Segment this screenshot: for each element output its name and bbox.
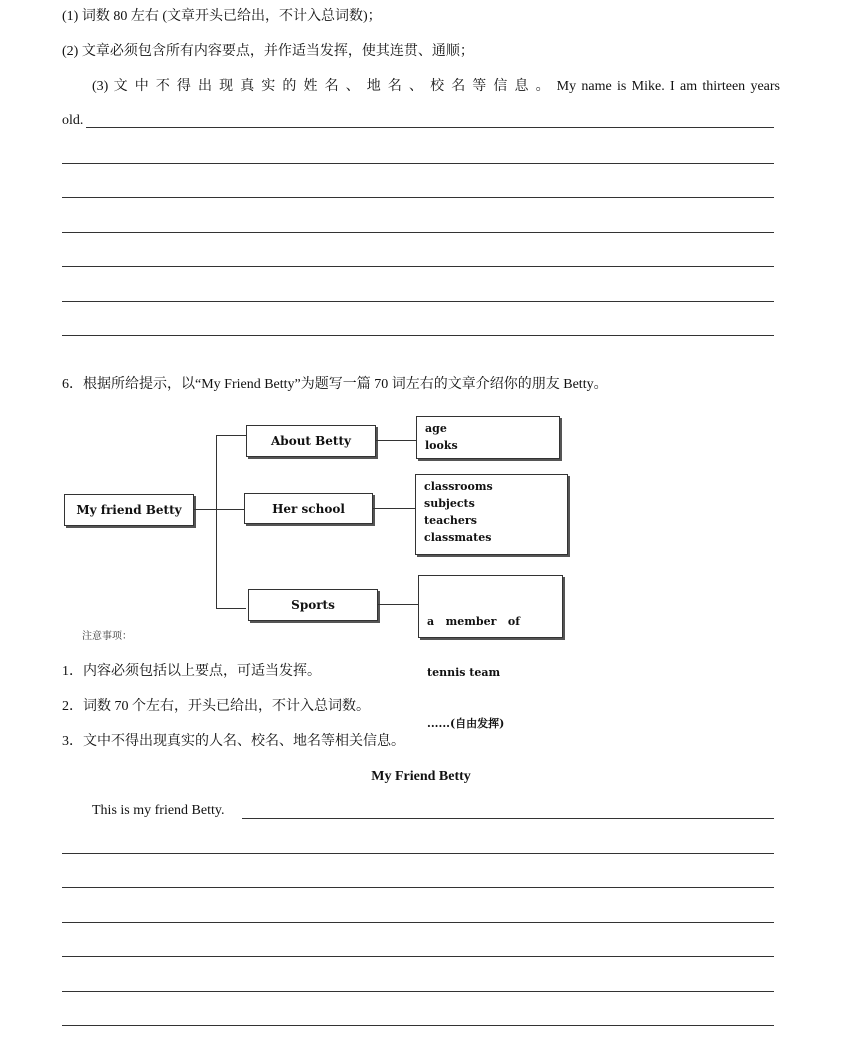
details-sports — [418, 575, 563, 730]
detail-item: a member of — [427, 615, 520, 628]
connector — [216, 608, 246, 609]
requirement-2: (2) 文章必须包含所有内容要点，并作适当发挥，使其连贯、通顺； — [62, 44, 474, 59]
task-6-prompt: 6．根据所给提示，以“My Friend Betty”为题写一篇 70 词左右的文章介绍你的朋友 Betty。 — [62, 377, 608, 392]
answer-line[interactable] — [62, 335, 774, 336]
answer-line[interactable] — [62, 887, 774, 888]
essay-title: My Friend Betty — [371, 769, 471, 784]
requirement-1: (1) 词数 80 左右 (文章开头已给出，不计入总词数)； — [62, 9, 382, 24]
answer-line[interactable] — [62, 853, 774, 854]
answer-line[interactable] — [62, 163, 774, 164]
requirement-3-continuation: old. — [62, 113, 84, 128]
note-3: 3．文中不得出现真实的人名、校名、地名等相关信息。 — [62, 734, 405, 749]
answer-line[interactable] — [86, 127, 774, 128]
mindmap-root: My friend Betty — [64, 494, 194, 526]
connector — [193, 509, 216, 510]
connector — [216, 509, 244, 510]
answer-line[interactable] — [62, 956, 774, 957]
answer-line[interactable] — [62, 301, 774, 302]
detail-item: age — [425, 422, 447, 435]
note-1: 1．内容必须包括以上要点，可适当发挥。 — [62, 664, 321, 679]
detail-item: classmates — [424, 531, 492, 544]
connector — [373, 508, 415, 509]
answer-line[interactable] — [62, 197, 774, 198]
branch-sports: Sports — [248, 589, 378, 621]
connector — [378, 604, 418, 605]
details-about-betty — [416, 416, 560, 459]
detail-item: tennis team — [427, 666, 501, 679]
answer-line[interactable] — [62, 922, 774, 923]
answer-line[interactable] — [62, 1025, 774, 1026]
answer-line[interactable] — [62, 232, 774, 233]
connector — [376, 440, 416, 441]
mindmap-note-label: 注意事项： — [82, 631, 132, 642]
branch-about-betty: About Betty — [246, 425, 376, 457]
detail-item: looks — [425, 439, 458, 452]
detail-item: classrooms — [424, 480, 493, 493]
connector — [216, 435, 217, 608]
answer-line[interactable] — [62, 266, 774, 267]
detail-item: ......(自由发挥) — [427, 717, 505, 730]
answer-line[interactable] — [242, 818, 774, 819]
answer-line[interactable] — [62, 991, 774, 992]
requirement-3: (3) 文 中 不 得 出 现 真 实 的 姓 名 、 地 名 、 校 名 等 信 息 。 My name is Mike. I am thirteen years — [92, 79, 780, 94]
note-2: 2．词数 70 个左右，开头已给出，不计入总词数。 — [62, 699, 370, 714]
connector — [216, 435, 246, 436]
detail-item: subjects — [424, 497, 475, 510]
branch-her-school: Her school — [244, 493, 373, 524]
detail-item: teachers — [424, 514, 477, 527]
details-her-school — [415, 474, 568, 555]
essay-opening: This is my friend Betty. — [92, 803, 225, 818]
